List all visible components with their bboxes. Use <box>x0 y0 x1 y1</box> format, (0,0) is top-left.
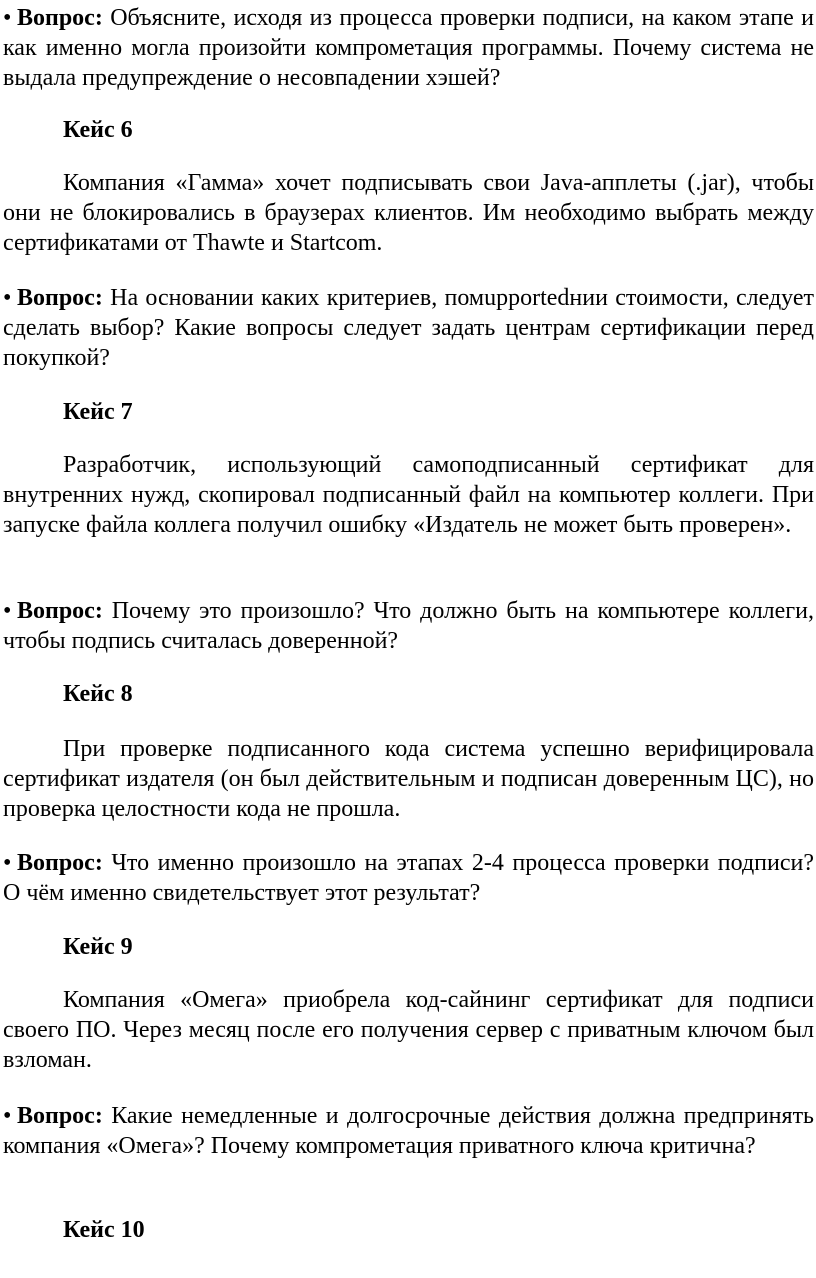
case-heading: Кейс 7 <box>63 399 133 425</box>
question-label: Вопрос: <box>17 5 103 31</box>
question-label: Вопрос: <box>17 850 103 876</box>
case-description: Компания «Гамма» хочет подписывать свои Java-апплеты (.jar), чтобы они не блокировались в браузерах клиентов. Им необходимо выбрать между сертификатами от Thawte и Startcom. <box>3 170 814 256</box>
question-paragraph <box>3 596 814 656</box>
bullet: • <box>3 285 12 311</box>
question-label: Вопрос: <box>17 285 103 311</box>
case-heading: Кейс 9 <box>63 934 133 960</box>
question-paragraph <box>3 3 814 93</box>
question-text: Что именно произошло на этапах 2-4 процесса проверки подписи? О чём именно свидетельствует этот результат? <box>3 850 814 906</box>
question-text: Объясните, исходя из процесса проверки подписи, на каком этапе и как именно могла произойти компрометация программы. Почему система не выдала предупреждение о несовпадении хэшей? <box>3 5 814 91</box>
bullet: • <box>3 5 12 31</box>
case-description: Разработчик, использующий самоподписанный сертификат для внутренних нужд, скопировал подписанный файл на компьютер коллеги. При запуске файла коллега получил ошибку «Издатель не может быть проверен». <box>3 452 814 538</box>
case-heading: Кейс 10 <box>63 1217 145 1243</box>
case-heading: Кейс 8 <box>63 681 133 707</box>
question-label: Вопрос: <box>17 1103 103 1129</box>
bullet: • <box>3 850 12 876</box>
question-text: Почему это произошло? Что должно быть на компьютере коллеги, чтобы подпись считалась доверенной? <box>3 598 814 654</box>
question-text: Какие немедленные и долгосрочные действия должна предпринять компания «Омега»? Почему компрометация приватного ключа критична? <box>3 1103 814 1159</box>
question-text: На основании каких критериев, помupportedнии стоимости, следует сделать выбор? Какие вопросы следует задать центрам сертификации перед покупкой? <box>3 285 814 371</box>
question-paragraph <box>3 283 814 373</box>
question-label: Вопрос: <box>17 598 103 624</box>
bullet: • <box>3 1103 12 1129</box>
case-description: Компания «Омега» приобрела код-сайнинг сертификат для подписи своего ПО. Через месяц после его получения сервер с приватным ключом был взломан. <box>3 987 814 1073</box>
question-paragraph <box>3 848 814 908</box>
case-description: При проверке подписанного кода система успешно верифицировала сертификат издателя (он был действительным и подписан доверенным ЦС), но проверка целостности кода не прошла. <box>3 736 814 822</box>
question-paragraph <box>3 1101 814 1161</box>
case-heading: Кейс 6 <box>63 117 133 143</box>
bullet: • <box>3 598 12 624</box>
